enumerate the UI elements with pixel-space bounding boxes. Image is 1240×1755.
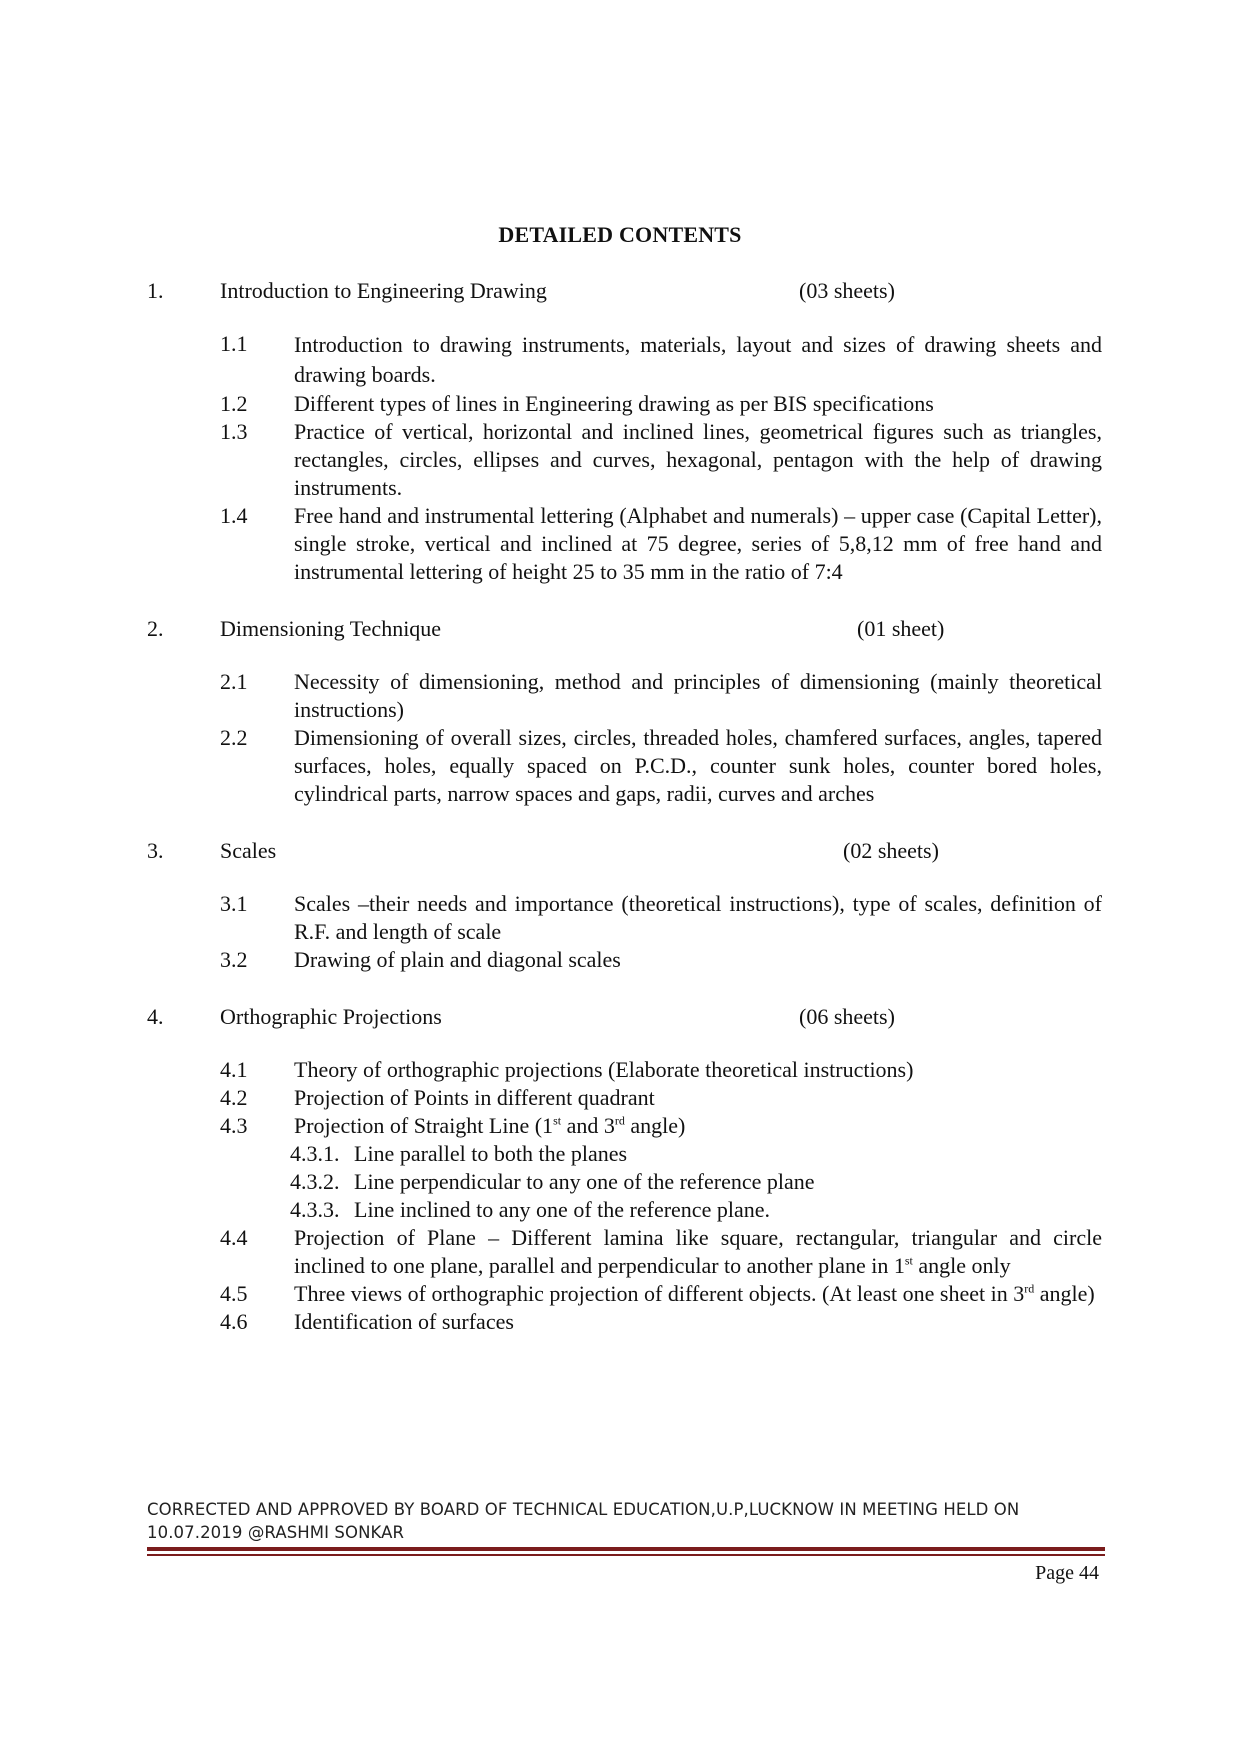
section-title: Dimensioning Technique	[220, 616, 442, 641]
sub-list-item	[147, 1168, 1102, 1196]
list-item	[147, 668, 1102, 724]
list-item	[147, 418, 1102, 502]
section-sheets: (02 sheets)	[843, 838, 939, 863]
item-number: 2.2	[220, 725, 248, 750]
section-heading	[147, 1002, 1102, 1032]
item-text: Different types of lines in Engineering drawing as per BIS specifications	[294, 391, 934, 416]
footer-divider	[147, 1547, 1105, 1551]
item-number: 4.3	[220, 1113, 248, 1138]
item-text: Dimensioning of overall sizes, circles, threaded holes, chamfered surfaces, angles, tapered surfaces, holes, equally spaced on P.C.D., counter sunk holes, counter bored holes, cylindrical parts, narrow spaces and gaps, radii, curves and arches	[294, 725, 1102, 806]
section-sheets: (03 sheets)	[799, 278, 895, 303]
item-number: 2.1	[220, 669, 248, 694]
section-title: Introduction to Engineering Drawing	[220, 278, 547, 303]
item-text: Projection of Points in different quadrant	[294, 1085, 655, 1110]
list-item	[147, 946, 1102, 974]
item-text: Introduction to drawing instruments, materials, layout and sizes of drawing sheets and drawing boards.	[294, 332, 1102, 387]
sub-list-item	[147, 1140, 1102, 1168]
item-number: 4.5	[220, 1281, 248, 1306]
section-1	[147, 276, 1102, 586]
page-number: Page 44	[1035, 1562, 1099, 1584]
section-sheets: (06 sheets)	[799, 1004, 895, 1029]
footer-divider-thin	[147, 1554, 1105, 1556]
section-number: 3.	[147, 838, 164, 863]
section-3	[147, 836, 1102, 974]
page-title: DETAILED CONTENTS	[498, 222, 742, 247]
list-item	[147, 890, 1102, 946]
list-item	[147, 1112, 1102, 1140]
sub-item-text: Line parallel to both the planes	[354, 1141, 628, 1166]
section-title: Orthographic Projections	[220, 1004, 442, 1029]
section-sheets: (01 sheet)	[857, 616, 945, 641]
sub-item-number: 4.3.2.	[290, 1169, 340, 1194]
contents-list	[147, 276, 1102, 1336]
list-item	[147, 502, 1102, 586]
item-number: 4.1	[220, 1057, 248, 1082]
list-item	[147, 1280, 1102, 1308]
item-text: Projection of Straight Line (1st and 3rd angle)	[294, 1113, 686, 1138]
item-text: Practice of vertical, horizontal and inclined lines, geometrical figures such as triangles, rectangles, circles, ellipses and curves, hexagonal, pentagon with the help of drawing instruments.	[294, 419, 1102, 500]
list-item	[147, 390, 1102, 418]
item-text: Projection of Plane – Different lamina like square, rectangular, triangular and circle inclined to one plane, parallel and perpendicular to another plane in 1st angle only	[294, 1225, 1102, 1278]
section-heading	[147, 836, 1102, 866]
section-title: Scales	[220, 838, 277, 863]
item-text: Scales –their needs and importance (theoretical instructions), type of scales, definition of R.F. and length of scale	[294, 891, 1102, 944]
item-number: 3.2	[220, 947, 248, 972]
sub-item-number: 4.3.1.	[290, 1141, 340, 1166]
item-text: Three views of orthographic projection of different objects. (At least one sheet in 3rd angle)	[294, 1281, 1095, 1306]
list-item	[147, 1056, 1102, 1084]
item-text: Necessity of dimensioning, method and principles of dimensioning (mainly theoretical instructions)	[294, 669, 1102, 722]
item-text: Identification of surfaces	[294, 1309, 514, 1334]
section-heading	[147, 614, 1102, 644]
list-item	[147, 724, 1102, 808]
list-item	[147, 1224, 1102, 1280]
footer-approval-note: CORRECTED AND APPROVED BY BOARD OF TECHNICAL EDUCATION,U.P,LUCKNOW IN MEETING HELD ON 10.07.2019 @RASHMI SONKAR	[147, 1500, 1020, 1542]
sub-list-item	[147, 1196, 1102, 1224]
section-heading	[147, 276, 1102, 306]
item-text: Free hand and instrumental lettering (Alphabet and numerals) – upper case (Capital Letter), single stroke, vertical and inclined at 75 degree, series of 5,8,12 mm of free hand and instrumental lettering of height 25 to 35 mm in the ratio of 7:4	[294, 503, 1102, 584]
section-4	[147, 1002, 1102, 1336]
list-item	[147, 1308, 1102, 1336]
list-item	[147, 1084, 1102, 1112]
item-number: 1.4	[220, 503, 248, 528]
item-text: Theory of orthographic projections (Elaborate theoretical instructions)	[294, 1057, 914, 1082]
sub-item-number: 4.3.3.	[290, 1197, 340, 1222]
item-number: 1.3	[220, 419, 248, 444]
item-number: 4.6	[220, 1309, 248, 1334]
item-number: 4.2	[220, 1085, 248, 1110]
item-number: 1.1	[220, 331, 248, 356]
item-number: 1.2	[220, 391, 248, 416]
item-number: 4.4	[220, 1225, 248, 1250]
sub-item-text: Line perpendicular to any one of the reference plane	[354, 1169, 815, 1194]
section-number: 1.	[147, 278, 164, 303]
section-2	[147, 614, 1102, 808]
list-item	[147, 330, 1102, 390]
section-number: 4.	[147, 1004, 164, 1029]
item-number: 3.1	[220, 891, 248, 916]
item-text: Drawing of plain and diagonal scales	[294, 947, 621, 972]
section-number: 2.	[147, 616, 164, 641]
sub-item-text: Line inclined to any one of the reference plane.	[354, 1197, 770, 1222]
